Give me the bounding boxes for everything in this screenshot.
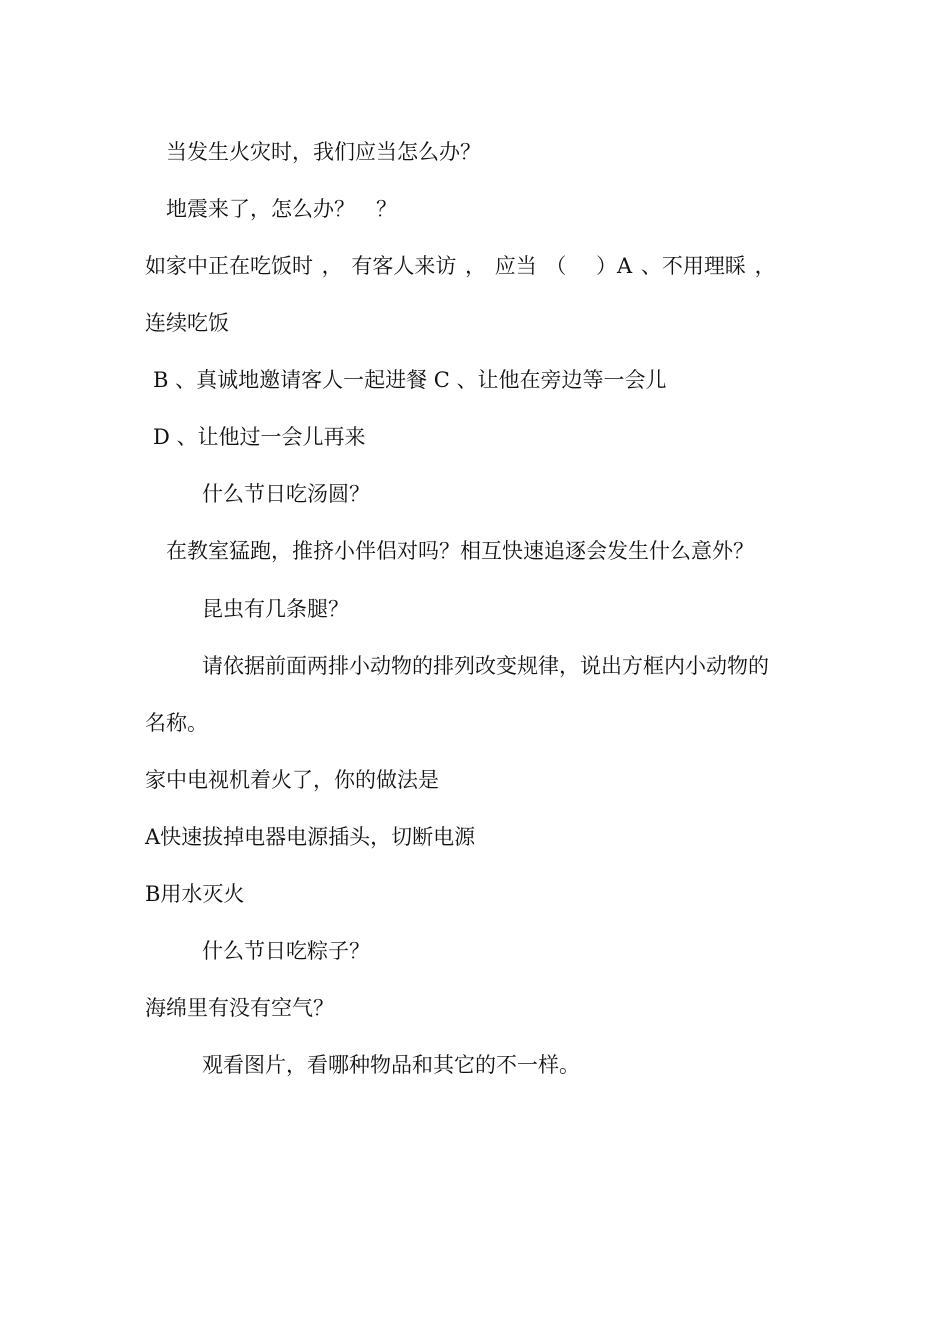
text-line-option-b-c: B 、真诚地邀请客人一起进餐 C 、让他在旁边等一会儿 — [153, 368, 667, 392]
text-line-zongzi-question: 什么节日吃粽子？ — [202, 939, 370, 963]
text-line-insect-question: 昆虫有几条腿？ — [202, 597, 349, 621]
text-line-tv-option-b: B用水灭火 — [145, 882, 245, 906]
text-line-option-d: D 、让他过一会儿再来 — [153, 425, 366, 449]
text-line-animal-pattern-cont: 名称。 — [145, 711, 208, 735]
text-line-tv-option-a: A快速拔掉电器电源插头，切断电源 — [145, 825, 476, 849]
text-line-fire-question: 当发生火灾时，我们应当怎么办？ — [166, 140, 481, 164]
text-line-tangyuan-question: 什么节日吃汤圆？ — [202, 482, 370, 506]
text-line-sponge-question: 海绵里有没有空气？ — [145, 996, 334, 1020]
text-line-tv-fire-question: 家中电视机着火了，你的做法是 — [145, 768, 439, 792]
text-line-classroom-question: 在教室猛跑，推挤小伴侣对吗？相互快速追逐会发生什么意外？ — [166, 539, 754, 563]
text-line-guest-question: 如家中正在吃饭时 ， 有客人来访 ， 应当 （ ）A 、不用理睬 ， — [145, 254, 776, 278]
text-line-guest-question-cont: 连续吃饭 — [145, 311, 229, 335]
text-line-earthquake-question: 地震来了，怎么办？ ？ — [166, 197, 397, 221]
text-line-picture-question: 观看图片，看哪种物品和其它的不一样。 — [202, 1053, 580, 1077]
text-line-animal-pattern: 请依据前面两排小动物的排列改变规律，说出方框内小动物的 — [202, 654, 769, 678]
